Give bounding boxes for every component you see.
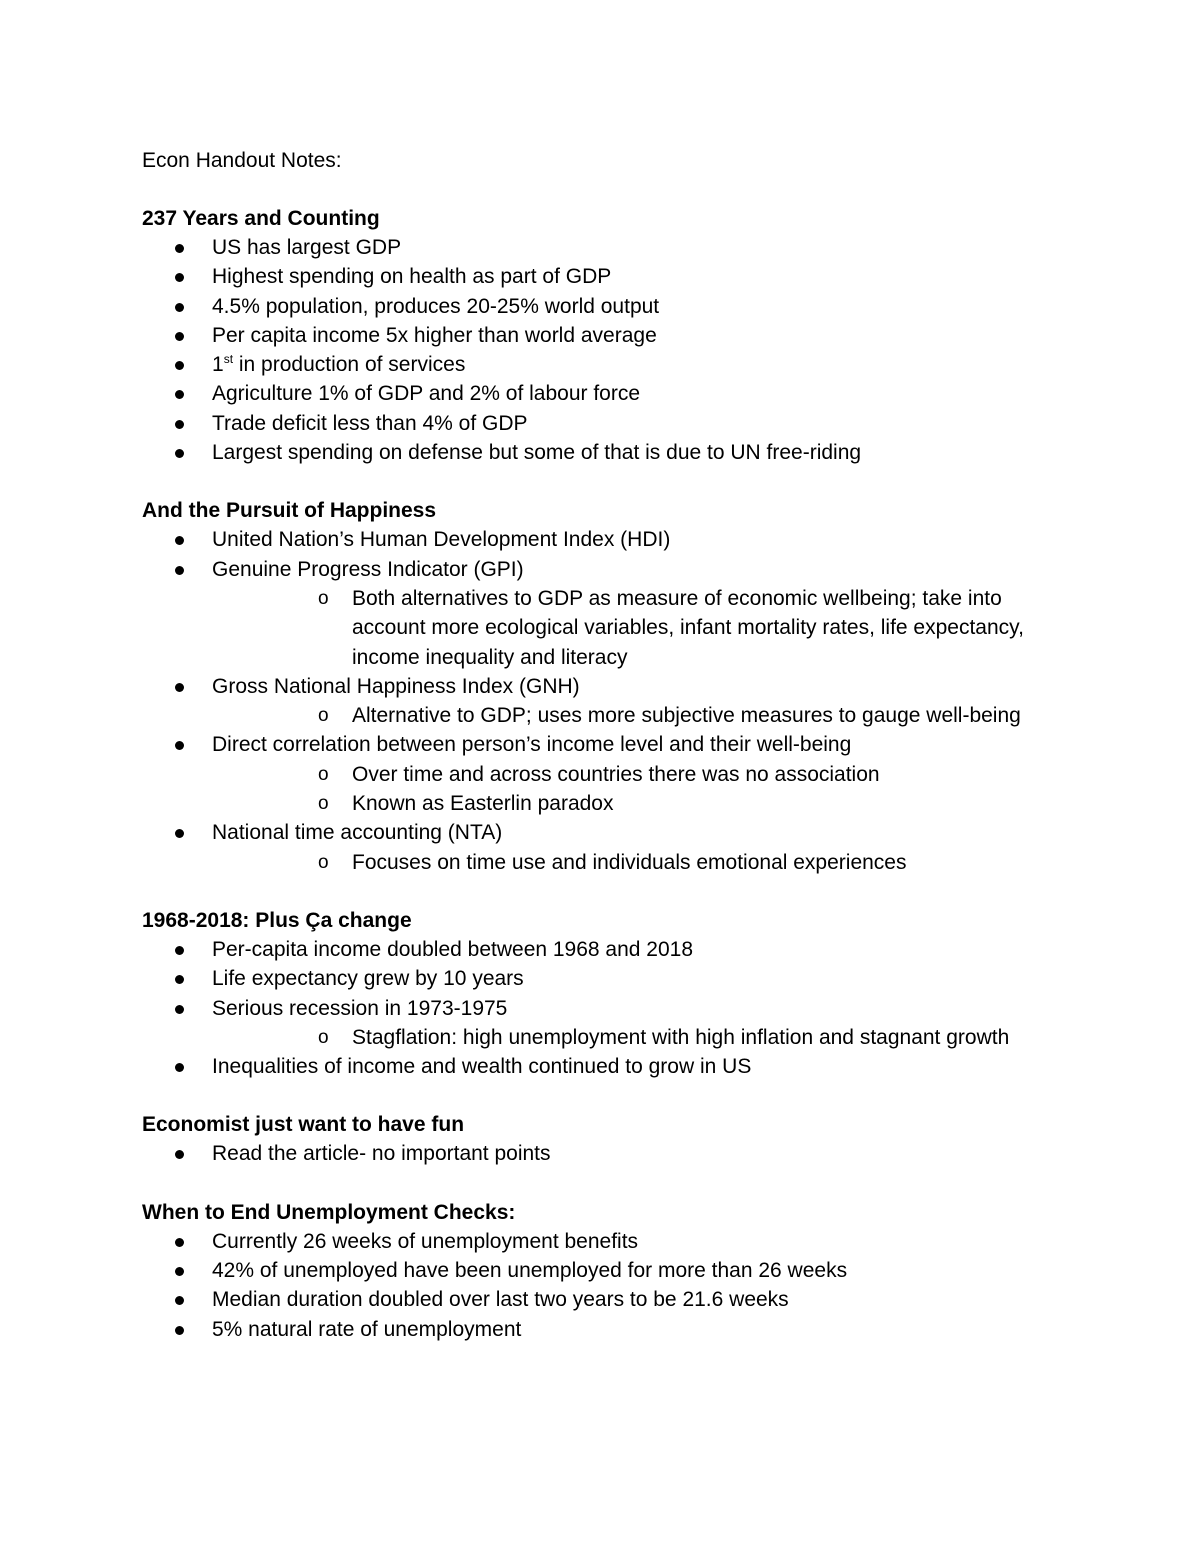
- section-237-years: [142, 204, 1042, 467]
- sub-item-text: Stagflation: high unemployment with high inflation and stagnant growth: [352, 1025, 1010, 1049]
- bullet-list: [142, 525, 1042, 877]
- bullet-icon: [175, 390, 184, 399]
- bullet-icon: [175, 1063, 184, 1072]
- item-text: Serious recession in 1973-1975: [212, 996, 508, 1020]
- hollow-bullet-icon: o: [318, 587, 329, 609]
- section-heading: When to End Unemployment Checks:: [142, 1200, 516, 1224]
- sub-list-item: [212, 789, 1042, 818]
- item-text: Per-capita income doubled between 1968 and 2018: [212, 937, 694, 961]
- bullet-icon: [175, 420, 184, 429]
- sub-list-item: [212, 760, 1042, 789]
- bullet-icon: [175, 1326, 184, 1335]
- list-item: [142, 438, 1042, 467]
- bullet-icon: [175, 566, 184, 575]
- list-item: [142, 672, 1042, 731]
- list-item: [142, 1285, 1042, 1314]
- list-item: [142, 1256, 1042, 1285]
- list-item: [142, 233, 1042, 262]
- sub-bullet-list: [212, 848, 1042, 877]
- bullet-list: [142, 233, 1042, 467]
- list-item: [142, 818, 1042, 877]
- sub-bullet-list: [212, 760, 1042, 819]
- item-text: National time accounting (NTA): [212, 821, 503, 845]
- item-text: 42% of unemployed have been unemployed for more than 26 weeks: [212, 1259, 848, 1283]
- item-text: Highest spending on health as part of GDP: [212, 265, 612, 289]
- sub-list-item: [212, 1023, 1042, 1052]
- sub-bullet-list: [212, 584, 1042, 672]
- sub-item-text: Alternative to GDP; uses more subjective measures to gauge well-being: [352, 704, 1021, 728]
- item-text: Read the article- no important points: [212, 1142, 551, 1166]
- list-item: [142, 262, 1042, 291]
- item-text: Median duration doubled over last two years to be 21.6 weeks: [212, 1288, 789, 1312]
- bullet-list: [142, 1139, 1042, 1168]
- bullet-icon: [175, 1150, 184, 1159]
- section-heading: 237 Years and Counting: [142, 207, 380, 230]
- sub-item-text: Over time and across countries there was no association: [352, 762, 880, 786]
- item-text: Direct correlation between person’s income level and their well-being: [212, 733, 852, 757]
- sub-item-text: Both alternatives to GDP as measure of economic wellbeing; take into account more ecological variables, infant mortality rates, life expectancy, income inequality and literacy: [352, 586, 1024, 669]
- bullet-icon: [175, 244, 184, 253]
- list-item: [142, 964, 1042, 993]
- bullet-icon: [175, 273, 184, 282]
- item-text: Trade deficit less than 4% of GDP: [212, 411, 528, 435]
- item-text: Agriculture 1% of GDP and 2% of labour force: [212, 382, 641, 406]
- section-unemployment-checks: [142, 1198, 1042, 1344]
- sub-item-text: Focuses on time use and individuals emotional experiences: [352, 850, 907, 874]
- sub-bullet-list: [212, 1023, 1042, 1052]
- bullet-icon: [175, 683, 184, 692]
- section-plus-ca-change: [142, 906, 1042, 1081]
- bullet-icon: [175, 303, 184, 312]
- bullet-icon: [175, 1005, 184, 1014]
- list-item: [142, 379, 1042, 408]
- list-item: [142, 1052, 1042, 1081]
- bullet-icon: [175, 332, 184, 341]
- section-pursuit-of-happiness: [142, 496, 1042, 877]
- sub-bullet-list: [212, 701, 1042, 730]
- item-text: Gross National Happiness Index (GNH): [212, 674, 580, 698]
- list-item: [142, 292, 1042, 321]
- bullet-icon: [175, 975, 184, 984]
- sub-list-item: [212, 584, 1042, 672]
- hollow-bullet-icon: o: [318, 1026, 329, 1048]
- section-heading: Economist just want to have fun: [142, 1113, 465, 1137]
- item-text: Inequalities of income and wealth continued to grow in US: [212, 1055, 752, 1079]
- hollow-bullet-icon: o: [318, 763, 329, 785]
- section-heading: 1968-2018: Plus Ça change: [142, 908, 412, 932]
- document-page: [142, 146, 1042, 1344]
- item-text: Largest spending on defense but some of that is due to UN free-riding: [212, 441, 862, 465]
- list-item: [142, 321, 1042, 350]
- sub-list-item: [212, 848, 1042, 877]
- bullet-list: [142, 935, 1042, 1081]
- hollow-bullet-icon: o: [318, 851, 329, 873]
- bullet-icon: [175, 361, 184, 370]
- item-text-main: 1: [212, 353, 224, 377]
- item-text-superscript: st: [223, 352, 234, 367]
- section-economist-fun: [142, 1110, 1042, 1168]
- list-item: [142, 409, 1042, 438]
- bullet-icon: [175, 741, 184, 750]
- list-item: [142, 1139, 1042, 1168]
- list-item: [142, 350, 1042, 379]
- bullet-icon: [175, 449, 184, 458]
- item-text: Currently 26 weeks of unemployment benefits: [212, 1229, 639, 1253]
- bullet-icon: [175, 829, 184, 838]
- sub-list-item: [212, 701, 1042, 730]
- bullet-icon: [175, 1296, 184, 1305]
- document-title: Econ Handout Notes:: [142, 149, 342, 172]
- sub-item-text: Known as Easterlin paradox: [352, 792, 614, 816]
- list-item: [142, 1227, 1042, 1256]
- list-item: [142, 555, 1042, 672]
- item-text: 5% natural rate of unemployment: [212, 1317, 522, 1341]
- list-item: [142, 994, 1042, 1053]
- section-heading: And the Pursuit of Happiness: [142, 499, 437, 523]
- item-text: US has largest GDP: [212, 236, 402, 259]
- list-item: [142, 1315, 1042, 1344]
- list-item: [142, 525, 1042, 554]
- item-text: 4.5% population, produces 20-25% world output: [212, 294, 660, 318]
- bullet-icon: [175, 536, 184, 545]
- bullet-list: [142, 1227, 1042, 1344]
- item-text: Genuine Progress Indicator (GPI): [212, 557, 524, 581]
- item-text: Life expectancy grew by 10 years: [212, 967, 524, 991]
- item-text-rest: in production of services: [233, 353, 466, 377]
- hollow-bullet-icon: o: [318, 705, 329, 727]
- item-text: United Nation’s Human Development Index (HDI): [212, 528, 671, 552]
- bullet-icon: [175, 946, 184, 955]
- list-item: [142, 935, 1042, 964]
- hollow-bullet-icon: o: [318, 793, 329, 815]
- bullet-icon: [175, 1238, 184, 1247]
- item-text: Per capita income 5x higher than world average: [212, 323, 657, 347]
- list-item: [142, 730, 1042, 818]
- bullet-icon: [175, 1267, 184, 1276]
